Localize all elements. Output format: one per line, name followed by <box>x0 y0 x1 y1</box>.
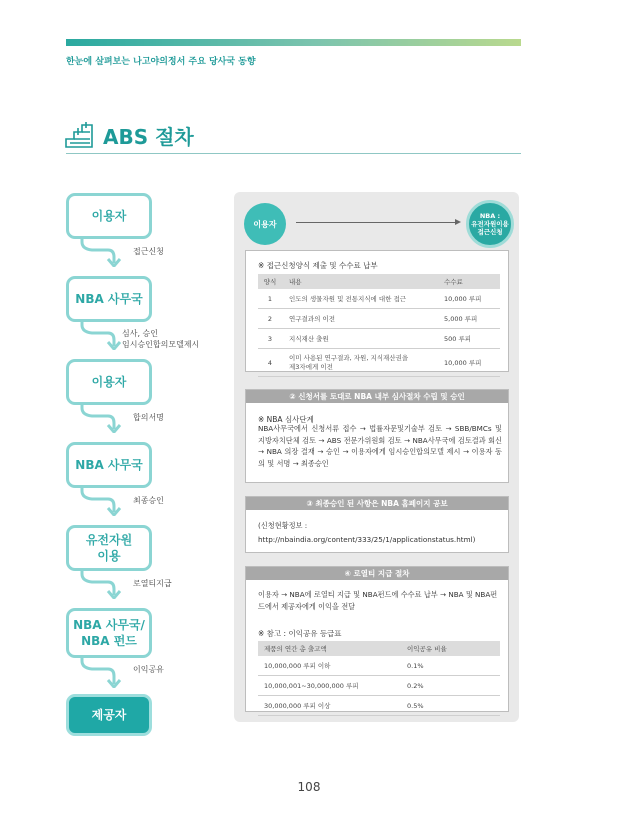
nba-circle-label: NBA : 유전자원이용 접근신청 <box>471 211 509 237</box>
flow-arrow-icon <box>78 486 128 516</box>
table-cell: 2 <box>258 309 283 329</box>
review-procedure-card <box>245 389 509 483</box>
table-cell: 지식재산 출원 <box>283 329 438 349</box>
flow-box-user <box>66 193 152 239</box>
table-row <box>258 309 500 329</box>
card-header: ④ 로열티 지급 절차 <box>246 567 508 580</box>
flow-box-label: 이용자 <box>91 208 127 223</box>
flow-arrow-icon <box>78 237 128 267</box>
card-header: ② 신청서를 토대로 NBA 내부 심사절차 수립 및 승인 <box>246 390 508 403</box>
table-cell: 30,000,000 루피 이상 <box>258 696 401 716</box>
table-row <box>258 676 500 696</box>
flow-box-label: NBA 사무국 <box>75 457 143 472</box>
table-cell: 0.5% <box>401 696 500 716</box>
flow-box-label: 이용자 <box>91 374 127 389</box>
flow-step-label: 접근신청 <box>133 247 164 256</box>
table-cell: 10,000 루피 <box>438 349 500 377</box>
publication-card <box>245 496 509 553</box>
table-cell: 10,000 루피 <box>438 289 500 309</box>
card-header: ③ 최종승인 된 사항은 NBA 홈페이지 공보 <box>246 497 508 510</box>
table-row <box>258 349 500 377</box>
flow-box-resource-use <box>66 525 152 571</box>
table-cell: 1 <box>258 289 283 309</box>
column-header: 수수료 <box>438 274 500 289</box>
flow-arrow-icon <box>78 403 128 433</box>
card-body-text: NBA사무국에서 신청서류 접수 → 법률자문및기술부 검토 → SBB/BMCs 및 지방자치단체 검토 → ABS 전문가위원회 검토 → NBA사무국에 검토결과 회신 → NBA 의장 결재 → 승인 → 이용자에게 임시승인합의모델 제시 → 이용자 동의 및 서명 → 최종승인 <box>258 424 502 468</box>
table-cell: 5,000 루피 <box>438 309 500 329</box>
card-note: ※ NBA 심사단계 <box>258 415 314 424</box>
flow-arrow-icon <box>78 656 128 688</box>
table-row <box>258 329 500 349</box>
flow-box-nba-office <box>66 276 152 322</box>
table-cell: 이미 사용된 연구결과, 자원, 지식재산권을 제3자에게 이전 <box>283 349 438 377</box>
benefit-sharing-table <box>258 641 500 716</box>
header-color-bar <box>66 39 521 46</box>
royalty-card <box>245 566 509 712</box>
flow-step-label: 합의서명 <box>133 413 164 422</box>
table-row <box>258 696 500 716</box>
column-header: 양식 <box>258 274 283 289</box>
stairs-icon <box>64 121 96 149</box>
connector-line <box>296 222 456 223</box>
flow-step-label: 이익공유 <box>133 665 164 674</box>
flow-box-user <box>66 359 152 405</box>
flow-box-nba-fund <box>66 608 152 658</box>
table-cell: 인도의 생물자원 및 전통지식에 대한 접근 <box>283 289 438 309</box>
table-cell: 0.2% <box>401 676 500 696</box>
column-header: 내용 <box>283 274 438 289</box>
user-circle <box>244 203 286 245</box>
table-cell: 500 루피 <box>438 329 500 349</box>
card-note: ※ 접근신청양식 제출 및 수수료 납부 <box>258 261 378 270</box>
title-underline <box>66 153 521 154</box>
flow-box-label: NBA 사무국 <box>75 291 143 306</box>
flow-step-label: 로열티지급 <box>133 579 172 588</box>
flow-box-label: NBA 사무국/ NBA 펀드 <box>73 617 145 648</box>
table-row <box>258 289 500 309</box>
flow-step-label: 최종승인 <box>133 496 164 505</box>
column-header: 이익공유 비율 <box>401 641 500 656</box>
flow-box-label: 유전자원 이용 <box>85 532 133 563</box>
flow-box-provider <box>66 694 152 736</box>
table-header-row <box>258 274 500 289</box>
flow-box-nba-office <box>66 442 152 488</box>
flow-box-label: 제공자 <box>91 707 127 722</box>
table-cell: 10,000,001~30,000,000 루피 <box>258 676 401 696</box>
fee-table <box>258 274 500 377</box>
arrow-right-icon <box>455 219 461 225</box>
table-cell: 4 <box>258 349 283 377</box>
flow-arrow-icon <box>78 320 128 350</box>
page-number: 108 <box>297 780 321 794</box>
running-header: 한눈에 살펴보는 나고야의정서 주요 당사국 동향 <box>66 57 256 67</box>
nba-circle <box>466 200 514 248</box>
table-header-row <box>258 641 500 656</box>
section-title: ABS 절차 <box>103 125 194 149</box>
table-cell: 3 <box>258 329 283 349</box>
table-row <box>258 656 500 676</box>
user-circle-label: 이용자 <box>253 219 277 229</box>
flow-step-label: 심사, 승인 임시승인합의모델제시 <box>122 329 200 350</box>
column-header: 제품의 연간 총 출고액 <box>258 641 401 656</box>
table-cell: 연구결과의 이전 <box>283 309 438 329</box>
flow-arrow-icon <box>78 569 128 599</box>
application-fee-card <box>245 250 509 372</box>
table-cell: 0.1% <box>401 656 500 676</box>
card-note: ※ 참고 : 이익공유 등급표 <box>258 629 342 638</box>
card-body-text: 이용자 → NBA에 로열티 지급 및 NBA펀드에 수수료 납부 → NBA 및 NBA펀드에서 제공자에게 이익을 전달 <box>258 590 498 611</box>
table-cell: 10,000,000 루피 이하 <box>258 656 401 676</box>
status-url: http://nbaindia.org/content/333/25/1/applicationstatus.html) <box>258 535 476 544</box>
card-body-text: (신청현황정보 : <box>258 521 308 530</box>
